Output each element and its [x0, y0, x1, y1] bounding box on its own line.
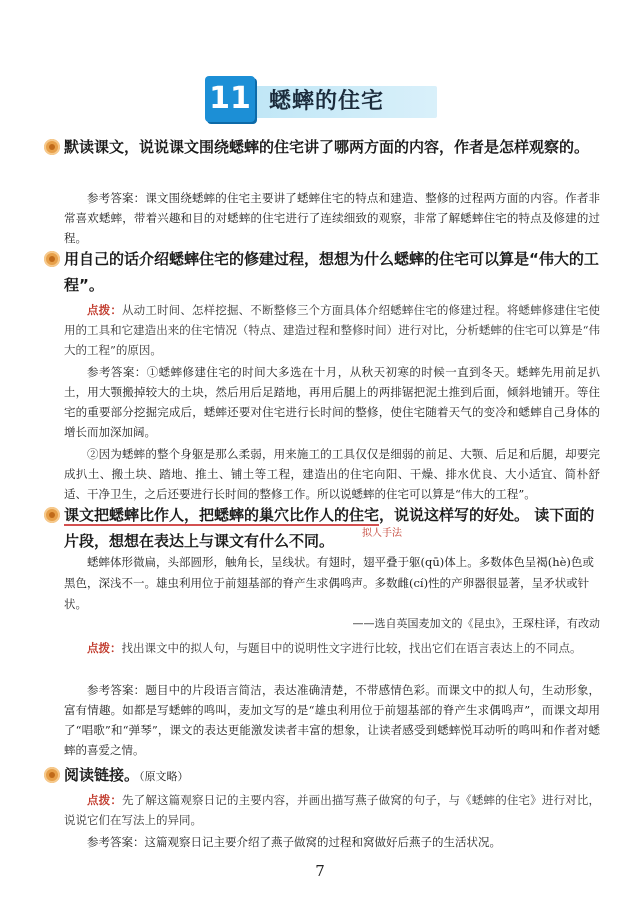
tip-label: 点拨： — [87, 793, 122, 807]
q3-excerpt — [64, 552, 600, 615]
q3-excerpt-text: 蟋蟀体形微扁，头部圆形，触角长，呈线状。有翅时，翅平叠于躯(qū)体上。多数体色呈褐(hè)色或黑色，深浅不一。雄虫利用位于前翅基部的脊产生求偶鸣声。多数雌(cí)性的产卵器很显著，呈矛状或针状。 — [64, 555, 594, 611]
question-marker-icon — [44, 139, 60, 155]
q4-answer — [64, 832, 600, 852]
q2-answer-1 — [64, 362, 600, 442]
question-3-text: ，说说这样写的好处。 读下面的片段，想想在表达上与课文有什么不同。 — [64, 506, 595, 550]
question-1-text: 默读课文，说说课文围绕蟋蟀的住宅讲了哪两方面的内容，作者是怎样观察的。 — [64, 138, 590, 156]
question-3 — [64, 502, 604, 554]
answer-label: 参考答案： — [87, 365, 147, 379]
answer-label: 参考答案： — [87, 191, 146, 205]
page-number: 7 — [315, 862, 325, 880]
q2-tip-text: 从动工时间、怎样挖掘、不断整修三个方面具体介绍蟋蟀住宅的修建过程。将蟋蟀修建住宅使用的工具和它建造出来的住宅情况（特点、建造过程和整修时间）进行对比，分析蟋蟀的住宅可以算是“伟大的工程”的原因。 — [64, 303, 601, 357]
lesson-number-badge: 11 — [205, 76, 255, 122]
question-4 — [64, 762, 604, 790]
question-2-text: 用自己的话介绍蟋蟀住宅的修建过程，想想为什么蟋蟀的住宅可以算是“伟大的工程”。 — [64, 250, 599, 294]
question-1 — [64, 134, 604, 160]
question-4-text: 阅读链接。 — [64, 766, 140, 784]
question-4-note: （原文略） — [139, 770, 189, 783]
question-marker-icon — [44, 251, 60, 267]
q2-answer-2-text: ②因为蟋蟀的整个身躯是那么柔弱，用来施工的工具仅仅是细弱的前足、大颚、后足和后腿，却要完成扒土、搬土块、踏地、推土、铺土等工程，建造出的住宅向阳、干燥、排水优良、大小适宜、简朴舒适、干净卫生，之后还要进行长时间的整修工作。所以说蟋蟀的住宅可以算是“伟大的工程”。 — [64, 447, 600, 501]
q1-answer-text: 课文围绕蟋蟀的住宅主要讲了蟋蟀住宅的特点和建造、整修的过程两方面的内容。作者非常喜欢蟋蟀，带着兴趣和目的对蟋蟀的住宅进行了连续细致的观察，非常了解蟋蟀住宅的特点及修建的过程。 — [64, 191, 601, 245]
question-marker-icon — [44, 507, 60, 523]
q2-answer-1-text: ①蟋蟀修建住宅的时间大多选在十月，从秋天初寒的时候一直到冬天。蟋蟀先用前足扒土，用大颚搬掉较大的土块，然后用后足踏地，再用后腿上的两排锯把泥土推到后面，倾斜地铺开。等住宅的重要部分挖掘完成后，蟋蟀还要对住宅进行长时间的整修，使住宅随着天气的变冷和蟋蟀自己身体的增长而加深加阔。 — [64, 365, 600, 439]
question-marker-icon — [44, 767, 60, 783]
q4-tip — [64, 790, 600, 830]
q2-answer-2 — [64, 444, 600, 504]
answer-label: 参考答案： — [87, 835, 145, 849]
q4-answer-text: 这篇观察日记主要介绍了燕子做窝的过程和窝做好后燕子的生活状况。 — [144, 835, 501, 849]
tip-label: 点拨： — [87, 641, 122, 655]
lesson-title-text: 蟋蟀的住宅 — [269, 89, 385, 114]
annotation-personification: 拟人手法 — [362, 528, 402, 539]
q4-tip-text: 先了解这篇观察日记的主要内容，并画出描写燕子做窝的句子，与《蟋蟀的住宅》进行对比，说说它们在写法上的异同。 — [64, 793, 601, 827]
q3-tip-text: 找出课文中的拟人句，与题目中的说明性文字进行比较，找出它们在语言表达上的不同点。 — [121, 641, 582, 655]
q3-tip — [64, 638, 600, 658]
q2-tip — [64, 300, 600, 360]
question-3-underlined-text: 课文把蟋蟀比作人，把蟋蟀的巢穴比作人的住宅 — [64, 506, 380, 524]
lesson-title — [205, 76, 437, 124]
question-2 — [64, 246, 604, 298]
tip-label: 点拨： — [87, 303, 122, 317]
q1-answer — [64, 188, 600, 248]
q3-answer — [64, 680, 600, 760]
answer-label: 参考答案： — [87, 683, 146, 697]
q3-answer-text: 题目中的片段语言简洁，表达准确清楚，不带感情色彩。而课文中的拟人句，生动形象，富有情趣。如都是写蟋蟀的鸣叫，麦加文写的是“雄虫利用位于前翅基部的脊产生求偶鸣声”，而课文却用了“唱歌”和“弹琴”，课文的表达更能激发读者丰富的想象，让读者感受到蟋蟀悦耳动听的鸣叫和作者对蟋蟀的喜爱之情。 — [64, 683, 601, 757]
excerpt-source: ——选自英国麦加文的《昆虫》，王琛柱译，有改动 — [352, 617, 600, 630]
